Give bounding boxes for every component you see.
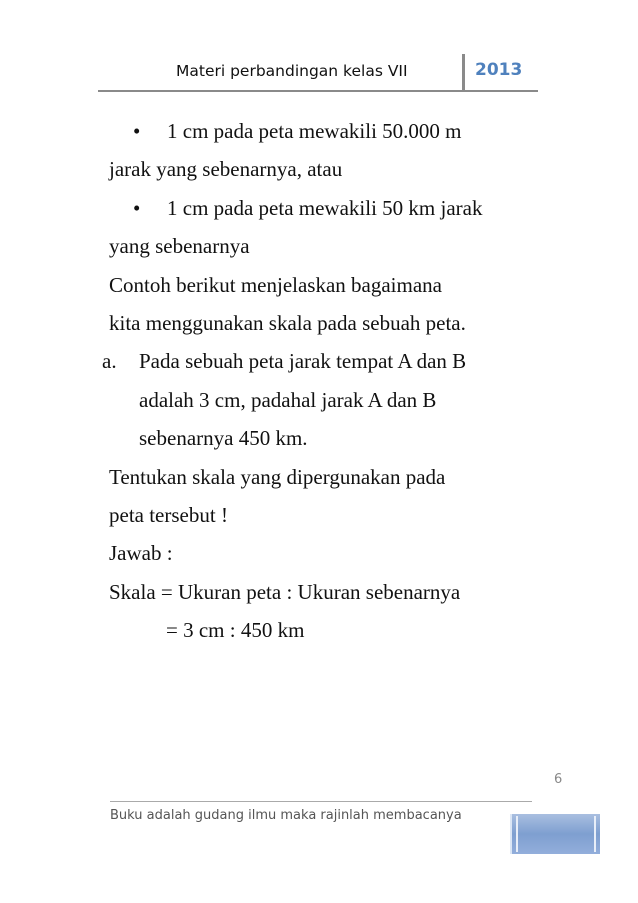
footer-rule bbox=[110, 801, 532, 802]
paragraph-2-line-1: Tentukan skala yang dipergunakan pada bbox=[109, 464, 446, 489]
formula-line-1: Skala = Ukuran peta : Ukuran sebenarnya bbox=[109, 579, 461, 604]
bullet-icon: • bbox=[133, 119, 141, 143]
footer-decoration bbox=[510, 814, 600, 854]
page-content bbox=[102, 112, 531, 650]
bullet-item-1-text: 1 cm pada peta mewakili 50.000 m bbox=[167, 119, 462, 143]
bullet-icon: • bbox=[133, 195, 141, 220]
example-a-line-2: adalah 3 cm, padahal jarak A dan B bbox=[139, 387, 437, 412]
paragraph-2-line-2: peta tersebut ! bbox=[109, 503, 228, 528]
paragraph-1-line-2: kita menggunakan skala pada sebuah peta. bbox=[109, 311, 466, 336]
bullet-item-2-line-2: yang sebenarnya bbox=[109, 234, 250, 259]
example-a-line-1 bbox=[102, 342, 531, 380]
page-number: 6 bbox=[554, 772, 563, 787]
header-title: Materi perbandingan kelas VII bbox=[176, 62, 408, 80]
header-rule bbox=[98, 90, 538, 92]
example-a-text: Pada sebuah peta jarak tempat A dan B bbox=[139, 349, 467, 374]
bullet-item-1-line-1 bbox=[109, 112, 531, 150]
example-a-line-3: sebenarnya 450 km. bbox=[139, 426, 308, 451]
formula-line-2: = 3 cm : 450 km bbox=[166, 618, 305, 643]
bullet-item-2-line-1 bbox=[109, 189, 531, 227]
footer-motto: Buku adalah gudang ilmu maka rajinlah membacanya bbox=[110, 808, 462, 823]
answer-label: Jawab : bbox=[109, 541, 173, 566]
header-year: 2013 bbox=[475, 60, 523, 80]
paragraph-1-line-1: Contoh berikut menjelaskan bagaimana bbox=[109, 272, 442, 297]
header-divider bbox=[462, 54, 465, 92]
bullet-item-2-text: 1 cm pada peta mewakili 50 km jarak bbox=[167, 195, 483, 220]
bullet-item-1-line-2: jarak yang sebenarnya, atau bbox=[109, 157, 343, 182]
list-marker-a: a. bbox=[102, 349, 117, 374]
